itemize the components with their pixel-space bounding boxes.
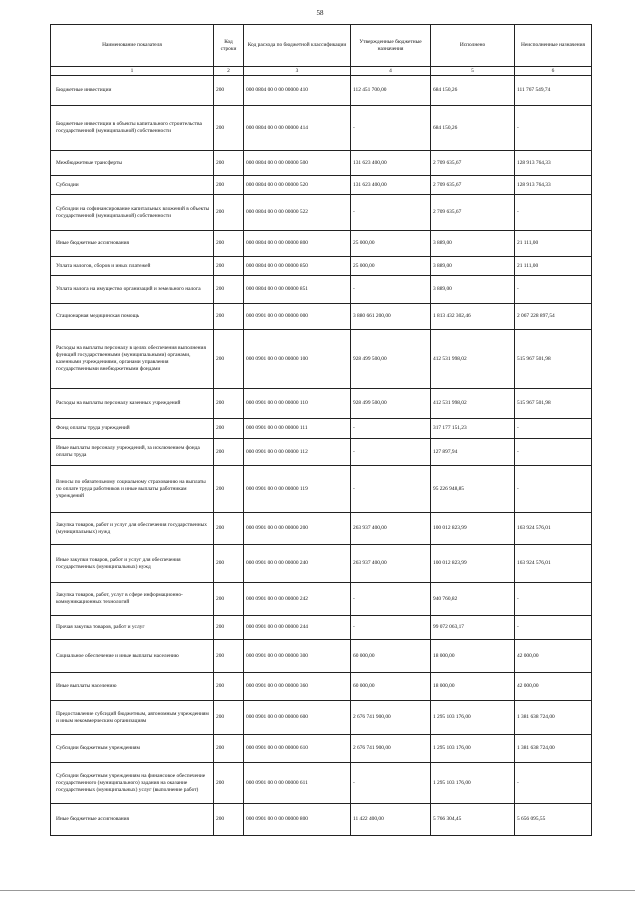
table-row: [51, 304, 592, 330]
table-cell-approved: 25 000,00: [351, 231, 431, 257]
table-cell-approved: 928 499 500,00: [351, 389, 431, 419]
table-cell-kbk: 000 0901 00 0 00 00000 611: [244, 763, 351, 804]
table-row: [51, 151, 592, 176]
table-cell-unexecuted: 42 000,00: [515, 673, 592, 701]
header-code: Код строки: [214, 25, 244, 67]
table-cell-name: Бюджетные инвестиции: [51, 76, 214, 106]
table-row: [51, 735, 592, 763]
table-cell-kbk: 000 0804 00 0 00 00000 520: [244, 176, 351, 195]
table-cell-unexecuted: -: [515, 439, 592, 466]
table-cell-kbk: 000 0804 00 0 00 00000 851: [244, 276, 351, 304]
table-cell-unexecuted: -: [515, 763, 592, 804]
table-cell-name: Прочая закупка товаров, работ и услуг: [51, 616, 214, 640]
table-cell-approved: -: [351, 419, 431, 439]
table-cell-approved: 131 623 400,00: [351, 151, 431, 176]
column-number: 1: [51, 67, 214, 76]
table-cell-kbk: 000 0901 00 0 00 00000 111: [244, 419, 351, 439]
table-cell-code: 200: [214, 304, 244, 330]
table-cell-executed: 684 150,26: [431, 106, 515, 151]
table-cell-executed: 684 150,26: [431, 76, 515, 106]
table-row: [51, 583, 592, 616]
table-cell-code: 200: [214, 76, 244, 106]
table-cell-code: 200: [214, 176, 244, 195]
table-cell-name: Расходы на выплаты персоналу в целях обеспечения выполнения функций государственными (муниципальными) органами, казенными учреждениями, органами управления государственными внебюджетными фондами: [51, 330, 214, 389]
table-cell-unexecuted: -: [515, 616, 592, 640]
table-cell-kbk: 000 0804 00 0 00 00000 500: [244, 151, 351, 176]
table-cell-approved: 25 000,00: [351, 257, 431, 276]
table-cell-code: 200: [214, 735, 244, 763]
table-row: [51, 419, 592, 439]
table-cell-kbk: 000 0901 00 0 00 00000 610: [244, 735, 351, 763]
table-row: [51, 76, 592, 106]
table-cell-kbk: 000 0901 00 0 00 00000 300: [244, 640, 351, 673]
table-cell-executed: 3 889,00: [431, 276, 515, 304]
table-cell-code: 200: [214, 583, 244, 616]
column-number: 2: [214, 67, 244, 76]
column-number-row: [51, 67, 592, 76]
table-cell-kbk: 000 0901 00 0 00 00000 240: [244, 545, 351, 583]
table-row: [51, 673, 592, 701]
table-row: [51, 763, 592, 804]
table-cell-name: Иные бюджетные ассигнования: [51, 804, 214, 836]
table-cell-unexecuted: 128 913 764,33: [515, 151, 592, 176]
table-cell-approved: -: [351, 763, 431, 804]
table-row: [51, 106, 592, 151]
table-cell-code: 200: [214, 106, 244, 151]
table-cell-kbk: 000 0804 00 0 00 00000 850: [244, 257, 351, 276]
table-cell-unexecuted: -: [515, 106, 592, 151]
table-cell-kbk: 000 0901 00 0 00 00000 600: [244, 701, 351, 735]
table-cell-unexecuted: -: [515, 195, 592, 231]
table-cell-name: Закупка товаров, работ, услуг в сфере информационно-коммуникационных технологий: [51, 583, 214, 616]
table-row: [51, 330, 592, 389]
table-cell-approved: -: [351, 466, 431, 513]
table-cell-code: 200: [214, 545, 244, 583]
table-cell-code: 200: [214, 763, 244, 804]
table-row: [51, 195, 592, 231]
table-cell-code: 200: [214, 616, 244, 640]
table-cell-name: Закупка товаров, работ и услуг для обеспечения государственных (муниципальных) нужд: [51, 513, 214, 545]
table-cell-kbk: 000 0901 00 0 00 00000 110: [244, 389, 351, 419]
table-cell-name: Уплата налогов, сборов и иных платежей: [51, 257, 214, 276]
table-cell-executed: 1 813 432 302,46: [431, 304, 515, 330]
table-row: [51, 640, 592, 673]
table-row: [51, 701, 592, 735]
table-cell-code: 200: [214, 195, 244, 231]
table-cell-unexecuted: 515 967 501,98: [515, 330, 592, 389]
column-number: 4: [351, 67, 431, 76]
table-cell-unexecuted: 1 381 638 724,00: [515, 735, 592, 763]
table-row: [51, 466, 592, 513]
table-cell-code: 200: [214, 513, 244, 545]
table-cell-unexecuted: -: [515, 583, 592, 616]
table-cell-approved: 60 000,00: [351, 640, 431, 673]
table-cell-unexecuted: 163 924 576,01: [515, 513, 592, 545]
table-cell-name: Иные выплаты персоналу учреждений, за исключением фонда оплаты труда: [51, 439, 214, 466]
table-cell-executed: 940 760,82: [431, 583, 515, 616]
table-cell-approved: 2 676 741 900,00: [351, 701, 431, 735]
table-cell-executed: 18 000,00: [431, 673, 515, 701]
table-cell-code: 200: [214, 640, 244, 673]
table-cell-unexecuted: 2 067 228 897,54: [515, 304, 592, 330]
table-cell-name: Расходы на выплаты персоналу казенных учреждений: [51, 389, 214, 419]
page-number: 58: [316, 9, 324, 17]
table-cell-kbk: 000 0901 00 0 00 00000 200: [244, 513, 351, 545]
column-number: 5: [431, 67, 515, 76]
table-cell-executed: 100 012 823,99: [431, 545, 515, 583]
table-cell-executed: 2 709 635,67: [431, 195, 515, 231]
table-cell-executed: 5 766 304,45: [431, 804, 515, 836]
table-row: [51, 389, 592, 419]
table-cell-name: Взносы по обязательному социальному страхованию на выплаты по оплате труда работников и иные выплаты работникам учреждений: [51, 466, 214, 513]
table-cell-kbk: 000 0901 00 0 00 00000 112: [244, 439, 351, 466]
table-cell-kbk: 000 0804 00 0 00 00000 410: [244, 76, 351, 106]
table-cell-executed: 1 295 103 176,00: [431, 735, 515, 763]
table-cell-kbk: 000 0901 00 0 00 00000 800: [244, 804, 351, 836]
table-cell-kbk: 000 0804 00 0 00 00000 522: [244, 195, 351, 231]
table-row: [51, 545, 592, 583]
header-classification: Код расхода по бюджетной классификации: [244, 25, 351, 67]
table-cell-code: 200: [214, 419, 244, 439]
table-cell-unexecuted: 5 656 095,55: [515, 804, 592, 836]
table-cell-executed: 2 709 635,67: [431, 151, 515, 176]
table-cell-unexecuted: 21 111,00: [515, 257, 592, 276]
table-cell-approved: -: [351, 276, 431, 304]
table-cell-code: 200: [214, 673, 244, 701]
table-cell-executed: 3 889,00: [431, 257, 515, 276]
table-cell-unexecuted: 163 924 576,01: [515, 545, 592, 583]
table-cell-executed: 99 072 063,17: [431, 616, 515, 640]
table-cell-executed: 18 000,00: [431, 640, 515, 673]
table-cell-code: 200: [214, 439, 244, 466]
table-cell-name: Иные бюджетные ассигнования: [51, 231, 214, 257]
table-cell-kbk: 000 0901 00 0 00 00000 244: [244, 616, 351, 640]
header-approved: Утвержденные бюджетные назначения: [351, 25, 431, 67]
table-cell-code: 200: [214, 276, 244, 304]
table-cell-code: 200: [214, 804, 244, 836]
table-cell-name: Иные закупки товаров, работ и услуг для обеспечения государственных (муниципальных) нужд: [51, 545, 214, 583]
table-cell-name: Субсидии бюджетным учреждениям на финансовое обеспечение государственного (муниципального) задания на оказание государственных (муниципальных) услуг (выполнение работ): [51, 763, 214, 804]
column-number: 3: [244, 67, 351, 76]
table-cell-approved: 2 676 741 900,00: [351, 735, 431, 763]
table-cell-executed: 95 226 948,85: [431, 466, 515, 513]
table-cell-code: 200: [214, 231, 244, 257]
table-cell-approved: -: [351, 106, 431, 151]
table-cell-approved: 928 499 500,00: [351, 330, 431, 389]
table-cell-unexecuted: 515 967 501,98: [515, 389, 592, 419]
table-cell-unexecuted: -: [515, 466, 592, 513]
table-cell-approved: 131 623 400,00: [351, 176, 431, 195]
budget-execution-table: [50, 24, 592, 836]
column-number: 6: [515, 67, 592, 76]
header-executed: Исполнено: [431, 25, 515, 67]
table-cell-name: Субсидии бюджетным учреждениям: [51, 735, 214, 763]
table-cell-kbk: 000 0804 00 0 00 00000 800: [244, 231, 351, 257]
table-cell-approved: -: [351, 195, 431, 231]
table-cell-approved: 11 422 400,00: [351, 804, 431, 836]
header-unexecuted: Неисполненные назначения: [515, 25, 592, 67]
table-cell-name: Бюджетные инвестиции в объекты капитального строительства государственной (муниципальной) собственности: [51, 106, 214, 151]
table-row: [51, 231, 592, 257]
table-row: [51, 439, 592, 466]
table-cell-unexecuted: 42 000,00: [515, 640, 592, 673]
table-cell-code: 200: [214, 466, 244, 513]
table-header-row: [51, 25, 592, 67]
table-cell-executed: 412 531 998,02: [431, 389, 515, 419]
table-cell-executed: 2 709 635,67: [431, 176, 515, 195]
table-cell-executed: 412 531 998,02: [431, 330, 515, 389]
table-cell-name: Межбюджетные трансферты: [51, 151, 214, 176]
table-cell-name: Иные выплаты населению: [51, 673, 214, 701]
table-cell-kbk: 000 0901 00 0 00 00000 242: [244, 583, 351, 616]
table-cell-approved: 263 937 400,00: [351, 545, 431, 583]
table-cell-code: 200: [214, 151, 244, 176]
table-cell-executed: 100 012 823,99: [431, 513, 515, 545]
table-cell-approved: -: [351, 583, 431, 616]
table-row: [51, 176, 592, 195]
table-cell-approved: 3 880 661 200,00: [351, 304, 431, 330]
table-cell-executed: 1 295 103 176,00: [431, 763, 515, 804]
table-cell-kbk: 000 0901 00 0 00 00000 000: [244, 304, 351, 330]
table-cell-approved: 112 451 700,00: [351, 76, 431, 106]
table-cell-name: Социальное обеспечение и иные выплаты населению: [51, 640, 214, 673]
table-row: [51, 804, 592, 836]
page-bottom-rule: [0, 890, 635, 891]
table-cell-name: Субсидии на софинансирование капитальных вложений в объекты государственной (муниципальной) собственности: [51, 195, 214, 231]
table-cell-approved: 263 937 400,00: [351, 513, 431, 545]
table-cell-unexecuted: 1 381 638 724,00: [515, 701, 592, 735]
table-cell-executed: 3 889,00: [431, 231, 515, 257]
table-cell-kbk: 000 0901 00 0 00 00000 119: [244, 466, 351, 513]
table-cell-unexecuted: 128 913 764,33: [515, 176, 592, 195]
table-cell-name: Предоставление субсидий бюджетным, автономным учреждениям и иным некоммерческим организациям: [51, 701, 214, 735]
table-cell-executed: 1 295 103 176,00: [431, 701, 515, 735]
table-cell-approved: 60 000,00: [351, 673, 431, 701]
header-name: Наименование показателя: [51, 25, 214, 67]
table-cell-kbk: 000 0804 00 0 00 00000 414: [244, 106, 351, 151]
table-cell-approved: -: [351, 616, 431, 640]
table-cell-kbk: 000 0901 00 0 00 00000 100: [244, 330, 351, 389]
table-cell-executed: 127 897,94: [431, 439, 515, 466]
table-cell-code: 200: [214, 701, 244, 735]
table-cell-approved: -: [351, 439, 431, 466]
table-cell-unexecuted: 111 767 549,74: [515, 76, 592, 106]
table-cell-name: Субсидии: [51, 176, 214, 195]
table-cell-name: Уплата налога на имущество организаций и земельного налога: [51, 276, 214, 304]
table-row: [51, 257, 592, 276]
table-cell-name: Стационарная медицинская помощь: [51, 304, 214, 330]
table-cell-code: 200: [214, 330, 244, 389]
table-row: [51, 616, 592, 640]
table-cell-kbk: 000 0901 00 0 00 00000 360: [244, 673, 351, 701]
table-cell-unexecuted: -: [515, 276, 592, 304]
table-cell-name: Фонд оплаты труда учреждений: [51, 419, 214, 439]
table-cell-executed: 317 177 151,23: [431, 419, 515, 439]
table-cell-unexecuted: 21 111,00: [515, 231, 592, 257]
table-row: [51, 513, 592, 545]
table-row: [51, 276, 592, 304]
table-cell-code: 200: [214, 257, 244, 276]
table-cell-code: 200: [214, 389, 244, 419]
table-cell-unexecuted: -: [515, 419, 592, 439]
